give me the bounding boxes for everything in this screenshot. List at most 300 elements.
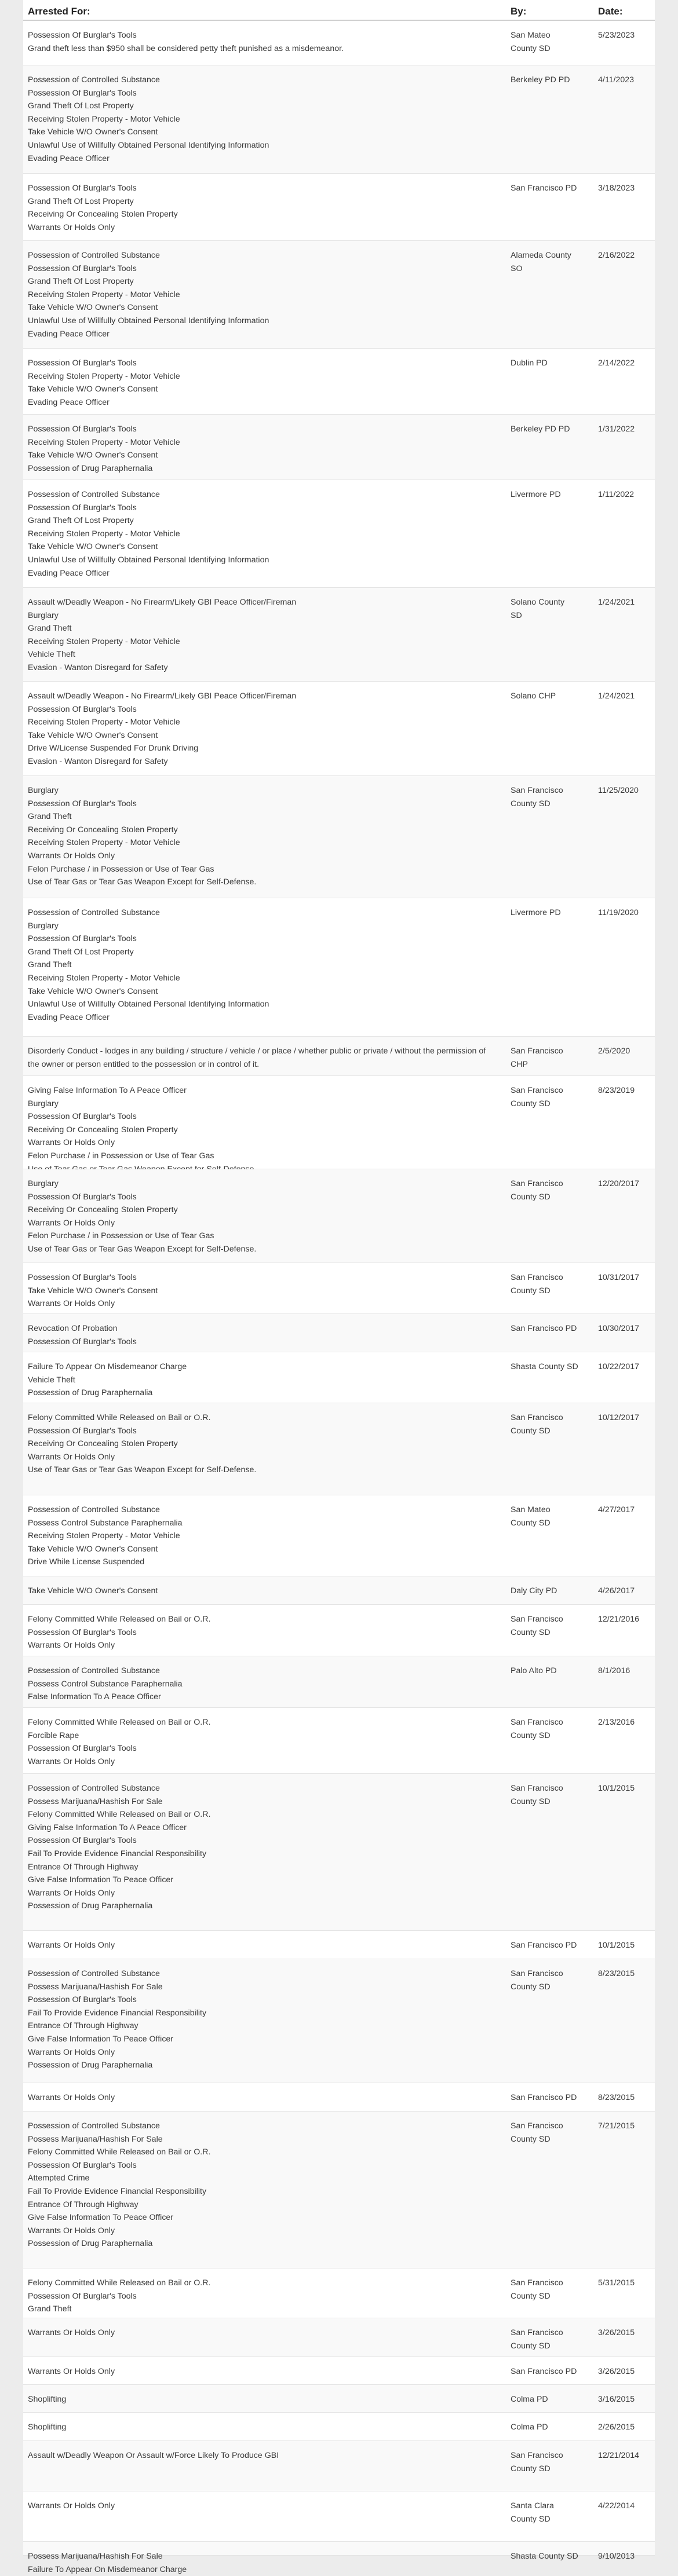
- charge-item: Possess Marijuana/Hashish For Sale: [28, 1796, 163, 1806]
- charges-cell: [28, 2500, 491, 2513]
- charge-item: Use of Tear Gas or Tear Gas Weapon Except for Self-Defense.: [28, 1465, 257, 1475]
- agency-name: Berkeley PD PD: [511, 75, 570, 85]
- charge-item: Possession Of Burglar's Tools: [28, 1836, 137, 1846]
- charge-item: Take Vehicle W/O Owner's Consent: [28, 1544, 158, 1554]
- charge-item: Burglary: [28, 610, 59, 620]
- charges-cell: [28, 1939, 491, 1952]
- arrest-date: 11/19/2020: [598, 908, 639, 917]
- agency-name: SO: [511, 264, 523, 273]
- charge-item: Possession Of Burglar's Tools: [28, 1192, 137, 1202]
- arrest-date: 2/16/2022: [598, 251, 635, 260]
- table-row: [23, 1774, 655, 1931]
- charge-item: Possession of Drug Paraphernalia: [28, 2239, 153, 2249]
- charge-item: Giving False Information To A Peace Officer: [28, 1086, 187, 1095]
- agency-name: San Francisco: [511, 1046, 563, 1056]
- charges-cell: [28, 1613, 491, 1652]
- table-row: [23, 2542, 655, 2574]
- table-row: [23, 1352, 655, 1403]
- table-row: [23, 174, 655, 241]
- agency-cell: [511, 1664, 590, 1678]
- arrest-date: 8/23/2015: [598, 2093, 635, 2102]
- agency-name: San Francisco PD: [511, 184, 577, 193]
- agency-name: San Francisco PD: [511, 2093, 577, 2102]
- charge-item: Possession of Controlled Substance: [28, 1505, 160, 1514]
- agency-cell: [511, 488, 590, 502]
- arrest-date: 7/21/2015: [598, 2121, 635, 2131]
- charge-item: Receiving Stolen Property - Motor Vehicle: [28, 290, 180, 299]
- arrest-date: 4/27/2017: [598, 1505, 635, 1514]
- charge-item: Warrants Or Holds Only: [28, 1218, 115, 1228]
- table-row: [23, 1263, 655, 1314]
- charge-item: Revocation Of Probation: [28, 1324, 118, 1333]
- charge-item: Possession Of Burglar's Tools: [28, 1337, 137, 1346]
- agency-cell: [511, 2365, 590, 2379]
- agency-name: County SD: [511, 2514, 551, 2524]
- table-row: [23, 682, 655, 776]
- agency-name: San Francisco: [511, 1273, 563, 1282]
- charge-item: Unlawful Use of Willfully Obtained Personal Identifying Information: [28, 555, 269, 565]
- agency-name: County SD: [511, 1426, 551, 1436]
- agency-cell: [511, 2277, 590, 2303]
- charges-cell: [28, 2393, 491, 2406]
- arrest-date: 3/26/2015: [598, 2328, 635, 2337]
- charge-item: Possession of Drug Paraphernalia: [28, 1388, 153, 1398]
- table-row: [23, 1605, 655, 1656]
- agency-name: Solano CHP: [511, 691, 556, 701]
- agency-cell: [511, 1585, 590, 1598]
- arrest-date: 10/31/2017: [598, 1273, 640, 1282]
- table-row: [23, 2441, 655, 2491]
- charge-item: Grand Theft Of Lost Property: [28, 277, 134, 287]
- charge-item: Felon Purchase / in Possession or Use of Tear Gas: [28, 864, 214, 874]
- agency-name: CHP: [511, 1059, 528, 1069]
- charge-item: Possession of Drug Paraphernalia: [28, 463, 153, 473]
- table-row: [23, 241, 655, 349]
- agency-cell: [511, 2091, 590, 2105]
- charge-item: Take Vehicle W/O Owner's Consent: [28, 986, 158, 996]
- charges-cell: [28, 1084, 491, 1176]
- charge-item: Vehicle Theft: [28, 650, 75, 660]
- charge-item: Take Vehicle W/O Owner's Consent: [28, 1586, 158, 1596]
- charge-item: Warrants Or Holds Only: [28, 2367, 115, 2376]
- agency-name: County SD: [511, 1982, 551, 1992]
- agency-name: San Francisco: [511, 1784, 563, 1793]
- charge-item: Unlawful Use of Willfully Obtained Personal Identifying Information: [28, 140, 269, 150]
- charge-item: Possession Of Burglar's Tools: [28, 1426, 137, 1436]
- arrest-date: 10/1/2015: [598, 1941, 635, 1950]
- agency-cell: [511, 596, 590, 622]
- agency-name: San Francisco: [511, 2328, 563, 2337]
- arrest-date: 2/5/2020: [598, 1046, 630, 1056]
- charge-item: Possession Of Burglar's Tools: [28, 31, 137, 40]
- agency-cell: [511, 784, 590, 810]
- table-row: [23, 1959, 655, 2083]
- agency-name: Livermore PD: [511, 490, 561, 499]
- charge-item: Grand Theft Of Lost Property: [28, 516, 134, 526]
- charge-item: Warrants Or Holds Only: [28, 2328, 115, 2337]
- agency-name: San Francisco: [511, 2278, 563, 2288]
- charges-cell: [28, 2277, 491, 2316]
- header-arrested-for: Arrested For:: [28, 6, 90, 17]
- charge-item: Grand Theft: [28, 624, 72, 634]
- charge-item: Drive W/License Suspended For Drunk Driving: [28, 744, 199, 753]
- charge-item: Possession of Drug Paraphernalia: [28, 2061, 153, 2070]
- charge-item: Give False Information To Peace Officer: [28, 2034, 174, 2044]
- charge-item: Evading Peace Officer: [28, 1012, 110, 1022]
- charge-item: Shoplifting: [28, 2395, 67, 2404]
- charge-item: Possess Control Substance Paraphernalia: [28, 1679, 183, 1689]
- arrest-date: 3/16/2015: [598, 2395, 635, 2404]
- arrest-date: 10/22/2017: [598, 1362, 640, 1371]
- agency-cell: [511, 74, 590, 87]
- charge-item: Possession Of Burglar's Tools: [28, 184, 137, 193]
- agency-name: Alameda County: [511, 251, 571, 260]
- agency-cell: [511, 357, 590, 370]
- arrest-date: 8/23/2015: [598, 1969, 635, 1978]
- agency-name: County SD: [511, 1286, 551, 1296]
- table-row: [23, 1708, 655, 1774]
- agency-name: County SD: [511, 1099, 551, 1108]
- charge-item: Receiving Or Concealing Stolen Property: [28, 1439, 178, 1449]
- charge-item: Warrants Or Holds Only: [28, 1757, 115, 1766]
- charge-item: Forcible Rape: [28, 1730, 79, 1740]
- charge-item: Felon Purchase / in Possession or Use of Tear Gas: [28, 1151, 214, 1161]
- table-row: [23, 1169, 655, 1263]
- arrest-date: 10/1/2015: [598, 1784, 635, 1793]
- charge-item: Failure To Appear On Misdemeanor Charge: [28, 1362, 187, 1371]
- charge-item: Shoplifting: [28, 2423, 67, 2432]
- header-by: By:: [511, 6, 527, 17]
- charge-item: Fail To Provide Evidence Financial Responsibility: [28, 2008, 207, 2018]
- charges-cell: [28, 1045, 491, 1071]
- charges-cell: [28, 2449, 491, 2462]
- agency-name: San Francisco: [511, 1615, 563, 1624]
- charge-item: Possession of Controlled Substance: [28, 908, 160, 917]
- table-row: [23, 349, 655, 415]
- charge-item: Evading Peace Officer: [28, 329, 110, 339]
- charges-cell: [28, 357, 491, 409]
- charge-item: Entrance Of Through Highway: [28, 2200, 138, 2209]
- charges-cell: [28, 423, 491, 475]
- agency-name: San Mateo: [511, 31, 551, 40]
- agency-cell: [511, 1939, 590, 1952]
- charge-item: Grand Theft: [28, 960, 72, 970]
- charge-item: Drive While License Suspended: [28, 1557, 145, 1567]
- charge-item: Vehicle Theft: [28, 1375, 75, 1385]
- charge-item: Possession Of Burglar's Tools: [28, 88, 137, 98]
- charges-cell: [28, 1782, 491, 1913]
- agency-name: San Francisco PD: [511, 1941, 577, 1950]
- arrest-date: 5/31/2015: [598, 2278, 635, 2288]
- charge-item: Burglary: [28, 1179, 59, 1188]
- agency-name: San Francisco: [511, 1179, 563, 1188]
- agency-cell: [511, 2120, 590, 2146]
- charge-item: Grand Theft Of Lost Property: [28, 947, 134, 957]
- table-row: [23, 1037, 655, 1076]
- charge-item: Burglary: [28, 1099, 59, 1108]
- charge-item: Failure To Appear On Misdemeanor Charge: [28, 2564, 187, 2574]
- charge-item: Felony Committed While Released on Bail or O.R.: [28, 1413, 211, 1422]
- charge-item: Possession Of Burglar's Tools: [28, 503, 137, 513]
- charge-item: Take Vehicle W/O Owner's Consent: [28, 451, 158, 460]
- charge-item: Possession Of Burglar's Tools: [28, 358, 137, 368]
- agency-name: Solano County: [511, 598, 565, 607]
- agency-name: County SD: [511, 2464, 551, 2473]
- charge-item: Possession of Drug Paraphernalia: [28, 1901, 153, 1911]
- charge-item: Burglary: [28, 921, 59, 931]
- table-row: [23, 2413, 655, 2441]
- charge-item: Possession of Controlled Substance: [28, 1784, 160, 1793]
- charge-item: Receiving Stolen Property - Motor Vehicle: [28, 1531, 180, 1541]
- header-date: Date:: [598, 6, 623, 17]
- charges-cell: [28, 249, 491, 341]
- charge-item: Possession Of Burglar's Tools: [28, 934, 137, 944]
- agency-cell: [511, 2421, 590, 2434]
- charges-cell: [28, 1411, 491, 1477]
- arrest-date: 3/26/2015: [598, 2367, 635, 2376]
- agency-cell: [511, 2393, 590, 2406]
- arrest-date: 2/13/2016: [598, 1718, 635, 1727]
- table-row: [23, 1656, 655, 1708]
- charges-cell: [28, 1585, 491, 1598]
- arrest-date: 3/18/2023: [598, 184, 635, 193]
- agency-name: County SD: [511, 2134, 551, 2144]
- agency-name: County SD: [511, 1730, 551, 1740]
- table-row: [23, 65, 655, 174]
- charges-cell: [28, 596, 491, 675]
- charge-item: Receiving Or Concealing Stolen Property: [28, 1205, 178, 1215]
- charge-item: Warrants Or Holds Only: [28, 222, 115, 232]
- charge-item: Use of Tear Gas or Tear Gas Weapon Except for Self-Defense.: [28, 1244, 257, 1254]
- charge-item: Possess Marijuana/Hashish For Sale: [28, 2134, 163, 2144]
- charge-item: Possession of Controlled Substance: [28, 1969, 160, 1978]
- agency-cell: [511, 182, 590, 195]
- agency-cell: [511, 249, 590, 275]
- agency-name: Shasta County SD: [511, 2552, 578, 2561]
- table-row: [23, 2268, 655, 2318]
- charges-cell: [28, 2091, 491, 2105]
- charge-item: Receiving Or Concealing Stolen Property: [28, 825, 178, 835]
- agency-name: County SD: [511, 1627, 551, 1637]
- agency-name: San Francisco: [511, 1086, 563, 1095]
- charge-item: Possession of Controlled Substance: [28, 490, 160, 499]
- charge-item: Possession Of Burglar's Tools: [28, 425, 137, 434]
- charge-item: Grand Theft Of Lost Property: [28, 196, 134, 206]
- agency-cell: [511, 1322, 590, 1335]
- arrest-date: 1/24/2021: [598, 691, 635, 701]
- charge-item: Assault w/Deadly Weapon Or Assault w/Force Likely To Produce GBI: [28, 2451, 279, 2460]
- charge-item: Receiving Stolen Property - Motor Vehicle: [28, 718, 180, 727]
- charge-item: Receiving Stolen Property - Motor Vehicle: [28, 973, 180, 983]
- arrest-date: 10/30/2017: [598, 1324, 640, 1333]
- charge-item: Warrants Or Holds Only: [28, 2093, 115, 2102]
- charges-cell: [28, 29, 491, 55]
- arrest-date: 11/25/2020: [598, 786, 639, 795]
- charge-item: Warrants Or Holds Only: [28, 1888, 115, 1898]
- agency-cell: [511, 1360, 590, 1374]
- charge-item: Giving False Information To A Peace Officer: [28, 1823, 187, 1832]
- charge-item: Warrants Or Holds Only: [28, 1299, 115, 1309]
- charge-item: Receiving Stolen Property - Motor Vehicle: [28, 838, 180, 848]
- charge-item: Take Vehicle W/O Owner's Consent: [28, 127, 158, 137]
- charge-item: Possess Marijuana/Hashish For Sale: [28, 2552, 163, 2561]
- agency-cell: [511, 1967, 590, 1993]
- charge-item: Possession Of Burglar's Tools: [28, 2160, 137, 2170]
- table-row: [23, 1076, 655, 1169]
- agency-cell: [511, 1084, 590, 1110]
- charge-item: Entrance Of Through Highway: [28, 2021, 138, 2031]
- table-row: [23, 898, 655, 1037]
- charge-item: Evasion - Wanton Disregard for Safety: [28, 756, 168, 766]
- table-row: [23, 2318, 655, 2357]
- charges-cell: [28, 906, 491, 1024]
- table-row: [23, 1931, 655, 1959]
- agency-name: SD: [511, 610, 522, 620]
- arrest-date: 2/26/2015: [598, 2423, 635, 2432]
- table-row: [23, 588, 655, 682]
- arrest-date: 5/23/2023: [598, 31, 635, 40]
- charges-cell: [28, 1322, 491, 1348]
- agency-cell: [511, 2326, 590, 2352]
- charge-item: Possession Of Burglar's Tools: [28, 799, 137, 808]
- agency-cell: [511, 1503, 590, 1529]
- agency-name: San Francisco: [511, 1718, 563, 1727]
- charge-item: Entrance Of Through Highway: [28, 1862, 138, 1872]
- charges-cell: [28, 2550, 491, 2576]
- charges-cell: [28, 1271, 491, 1311]
- charge-item: Felony Committed While Released on Bail or O.R.: [28, 2278, 211, 2288]
- agency-cell: [511, 1613, 590, 1639]
- charge-item: Use of Tear Gas or Tear Gas Weapon Except for Self-Defense.: [28, 877, 257, 887]
- charge-item: Possession Of Burglar's Tools: [28, 1744, 137, 1754]
- charge-item: Evasion - Wanton Disregard for Safety: [28, 663, 168, 672]
- charge-item: Take Vehicle W/O Owner's Consent: [28, 542, 158, 552]
- agency-name: San Francisco: [511, 2121, 563, 2131]
- agency-cell: [511, 906, 590, 920]
- agency-cell: [511, 690, 590, 703]
- arrest-date: 10/12/2017: [598, 1413, 640, 1422]
- charge-item: Possession Of Burglar's Tools: [28, 1995, 137, 2005]
- charge-item: Receiving Stolen Property - Motor Vehicle: [28, 636, 180, 646]
- table-row: [23, 1495, 655, 1576]
- table-row: [23, 2083, 655, 2112]
- agency-name: Livermore PD: [511, 908, 561, 917]
- agency-name: San Mateo: [511, 1505, 551, 1514]
- agency-name: County SD: [511, 2291, 551, 2301]
- table-row: [23, 21, 655, 65]
- charge-item: Felony Committed While Released on Bail or O.R.: [28, 1810, 211, 1820]
- agency-name: County SD: [511, 1192, 551, 1202]
- table-header: [23, 0, 655, 21]
- charge-item: Give False Information To Peace Officer: [28, 2213, 174, 2223]
- charge-item: Possession Of Burglar's Tools: [28, 1273, 137, 1282]
- charge-item: Evading Peace Officer: [28, 397, 110, 407]
- charge-item: Unlawful Use of Willfully Obtained Personal Identifying Information: [28, 316, 269, 325]
- agency-name: County SD: [511, 1518, 551, 1528]
- charge-item: Felony Committed While Released on Bail or O.R.: [28, 2147, 211, 2157]
- charge-item: Warrants Or Holds Only: [28, 1452, 115, 1462]
- charge-item: Assault w/Deadly Weapon - No Firearm/Likely GBI Peace Officer/Fireman: [28, 691, 297, 701]
- agency-name: County SD: [511, 43, 551, 53]
- agency-name: Colma PD: [511, 2423, 548, 2432]
- charges-cell: [28, 1967, 491, 2072]
- arrest-date: 12/20/2017: [598, 1179, 640, 1188]
- arrest-date: 12/21/2016: [598, 1615, 640, 1624]
- agency-cell: [511, 2550, 590, 2563]
- charge-item: Possess Control Substance Paraphernalia: [28, 1518, 183, 1528]
- agency-name: San Francisco: [511, 786, 563, 795]
- charge-item: Receiving Stolen Property - Motor Vehicle: [28, 371, 180, 381]
- charge-item: Take Vehicle W/O Owner's Consent: [28, 385, 158, 394]
- agency-name: Colma PD: [511, 2395, 548, 2404]
- charge-item: Possession Of Burglar's Tools: [28, 264, 137, 273]
- charge-item: Warrants Or Holds Only: [28, 1641, 115, 1651]
- charge-item: Give False Information To Peace Officer: [28, 1875, 174, 1885]
- charge-item: Fail To Provide Evidence Financial Responsibility: [28, 2186, 207, 2196]
- charge-item: Possession Of Burglar's Tools: [28, 1627, 137, 1637]
- agency-cell: [511, 2500, 590, 2526]
- arrest-date: 4/22/2014: [598, 2501, 635, 2511]
- charge-item: Receiving Or Concealing Stolen Property: [28, 1125, 178, 1135]
- agency-cell: [511, 29, 590, 55]
- agency-name: San Francisco: [511, 1413, 563, 1422]
- agency-name: San Francisco PD: [511, 1324, 577, 1333]
- charge-item: Receiving Or Concealing Stolen Property: [28, 210, 178, 219]
- charge-item: Possession of Controlled Substance: [28, 75, 160, 85]
- charges-cell: [28, 2421, 491, 2434]
- arrest-records-table: [23, 0, 655, 2574]
- charge-item: Felony Committed While Released on Bail or O.R.: [28, 1718, 211, 1727]
- charge-item: Warrants Or Holds Only: [28, 2047, 115, 2057]
- arrest-date: 12/21/2014: [598, 2451, 640, 2460]
- agency-name: San Francisco: [511, 1969, 563, 1978]
- table-row: [23, 1314, 655, 1352]
- agency-name: Daly City PD: [511, 1586, 557, 1596]
- charge-item: Unlawful Use of Willfully Obtained Personal Identifying Information: [28, 1000, 269, 1009]
- charge-item: Warrants Or Holds Only: [28, 1941, 115, 1950]
- arrest-date: 8/23/2019: [598, 1086, 635, 1095]
- charge-item: Grand Theft: [28, 2304, 72, 2314]
- charge-item: Grand theft less than $950 shall be considered petty theft punished as a misdemeanor.: [28, 43, 344, 53]
- table-row: [23, 1403, 655, 1495]
- charge-item: Warrants Or Holds Only: [28, 1138, 115, 1148]
- charge-item: Fail To Provide Evidence Financial Responsibility: [28, 1849, 207, 1858]
- charge-item: Warrants Or Holds Only: [28, 2501, 115, 2511]
- arrest-date: 4/11/2023: [598, 75, 635, 85]
- charges-cell: [28, 2326, 491, 2340]
- charge-item: Possession Of Burglar's Tools: [28, 704, 137, 714]
- charge-item: Felony Committed While Released on Bail or O.R.: [28, 1615, 211, 1624]
- agency-name: San Francisco: [511, 2451, 563, 2460]
- table-row: [23, 2491, 655, 2542]
- charges-cell: [28, 74, 491, 165]
- agency-name: County SD: [511, 2341, 551, 2351]
- charges-cell: [28, 690, 491, 769]
- charge-item: Possession of Controlled Substance: [28, 251, 160, 260]
- arrest-date: 4/26/2017: [598, 1586, 635, 1596]
- charge-item: Possession of Controlled Substance: [28, 2121, 160, 2131]
- charges-cell: [28, 1177, 491, 1256]
- charge-item: Attempted Crime: [28, 2174, 90, 2183]
- agency-name: Dublin PD: [511, 358, 548, 368]
- charges-cell: [28, 1360, 491, 1400]
- agency-cell: [511, 1782, 590, 1808]
- charge-item: Possession Of Burglar's Tools: [28, 2291, 137, 2301]
- agency-name: Palo Alto PD: [511, 1666, 557, 1675]
- charge-item: Receiving Stolen Property - Motor Vehicle: [28, 437, 180, 447]
- charges-cell: [28, 1716, 491, 1768]
- charge-item: Grand Theft: [28, 812, 72, 822]
